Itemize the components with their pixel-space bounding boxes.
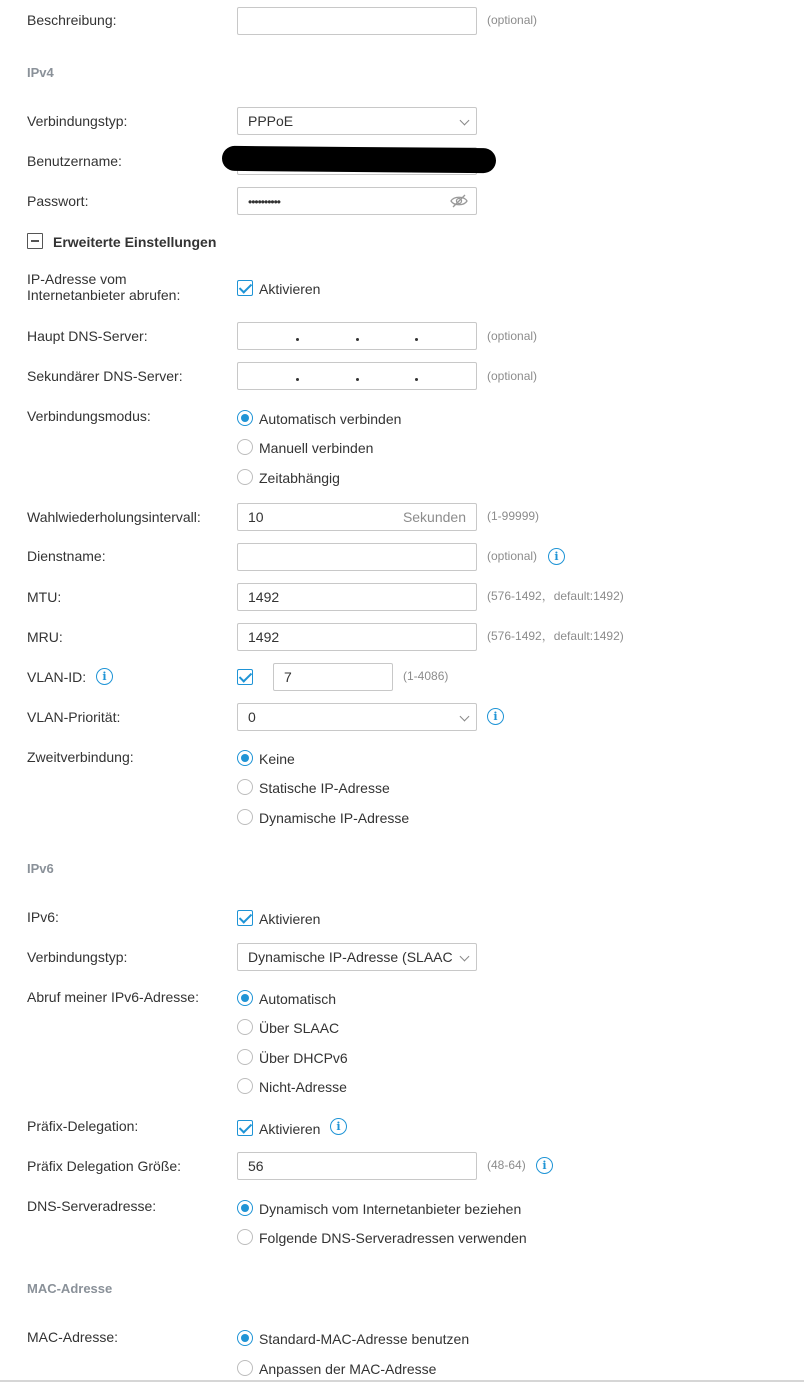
ipv6-section-title: IPv6 [27,861,54,876]
secondary-connection-none-label: Keine [259,751,295,767]
dns-manual-label: Folgende DNS-Serveradressen verwenden [259,1230,527,1246]
ip-separator [296,378,299,381]
get-ip-label-line2: Internetanbieter abrufen: [27,287,181,303]
prefix-size-value: 56 [248,1158,264,1174]
mru-value: 1492 [248,629,280,645]
ipv6-address-none-label: Nicht-Adresse [259,1079,347,1095]
prefix-size-label: Präfix Delegation Größe: [27,1158,182,1174]
ipv6-connection-type-label: Verbindungstyp: [27,949,128,965]
connection-mode-manual-label: Manuell verbinden [259,440,374,456]
primary-dns-input[interactable] [237,322,477,350]
secondary-connection-dynamic-label: Dynamische IP-Adresse [259,810,410,826]
mac-custom-radio[interactable] [237,1360,253,1376]
secondary-connection-none-radio[interactable] [237,750,253,766]
connection-mode-label: Verbindungsmodus: [27,408,151,424]
connection-mode-auto-label: Automatisch verbinden [259,411,402,427]
description-label: Beschreibung: [27,12,117,28]
ipv6-connection-type-select[interactable] [237,943,477,971]
vlan-priority-select[interactable] [237,703,477,731]
info-icon[interactable]: i [487,708,504,725]
ipv4-section-title: IPv4 [27,65,54,80]
redial-interval-hint: (1-99999) [487,509,540,523]
chevron-down-icon [460,116,470,126]
secondary-connection-static-radio[interactable] [237,779,253,795]
service-name-hint: (optional) [487,549,538,563]
ipv6-enable-checkbox-label: Aktivieren [259,911,321,927]
redial-interval-unit: Sekunden [402,509,466,525]
prefix-delegation-label: Präfix-Delegation: [27,1118,139,1134]
vlan-id-hint: (1-4086) [403,669,449,683]
info-icon[interactable]: i [548,548,565,565]
vlan-priority-value: 0 [248,709,256,725]
mac-default-radio[interactable] [237,1330,253,1346]
connection-mode-auto-radio[interactable] [237,410,253,426]
ip-separator [415,338,418,341]
dns-dynamic-radio[interactable] [237,1200,253,1216]
ipv6-enable-label: IPv6: [27,909,59,925]
description-hint: (optional) [487,13,538,27]
get-ip-checkbox-label: Aktivieren [259,281,321,297]
ipv6-address-auto-radio[interactable] [237,990,253,1006]
ip-separator [356,378,359,381]
username-label: Benutzername: [27,153,122,169]
ipv4-connection-type-value: PPPoE [248,113,294,129]
primary-dns-hint: (optional) [487,329,538,343]
vlan-id-label: VLAN-ID: [27,669,87,685]
service-name-label: Dienstname: [27,548,106,564]
secondary-connection-dynamic-radio[interactable] [237,809,253,825]
primary-dns-label: Haupt DNS-Server: [27,328,148,344]
ip-separator [356,338,359,341]
ipv6-address-dhcpv6-radio[interactable] [237,1049,253,1065]
secondary-dns-hint: (optional) [487,369,538,383]
mac-default-label: Standard-MAC-Adresse benutzen [259,1331,470,1347]
connection-mode-timed-radio[interactable] [237,469,253,485]
prefix-delegation-checkbox[interactable] [237,1120,253,1136]
ipv6-address-dhcpv6-label: Über DHCPv6 [259,1050,348,1066]
ipv6-enable-checkbox[interactable] [237,910,253,926]
ipv4-connection-type-select[interactable] [237,107,477,135]
mac-section-title: MAC-Adresse [27,1281,113,1296]
ipv4-connection-type-label: Verbindungstyp: [27,113,128,129]
mac-address-label: MAC-Adresse: [27,1329,119,1345]
secondary-dns-input[interactable] [237,362,477,390]
mtu-value: 1492 [248,589,280,605]
ipv6-connection-type-value: Dynamische IP-Adresse (SLAAC [248,949,453,965]
bottom-divider [0,1380,804,1382]
info-icon[interactable]: i [96,668,113,685]
secondary-connection-label: Zweitverbindung: [27,749,134,765]
advanced-settings-toggle[interactable]: Erweiterte Einstellungen [53,234,217,250]
eye-slash-icon[interactable] [450,194,468,208]
collapse-minus-icon[interactable] [27,233,43,249]
password-input[interactable] [237,187,477,215]
prefix-delegation-checkbox-label: Aktivieren [259,1121,321,1137]
vlan-priority-label: VLAN-Priorität: [27,709,121,725]
vlan-id-checkbox[interactable] [237,669,253,685]
get-ip-checkbox[interactable] [237,280,253,296]
ipv6-address-mode-label: Abruf meiner IPv6-Adresse: [27,989,199,1005]
connection-mode-manual-radio[interactable] [237,439,253,455]
secondary-connection-static-label: Statische IP-Adresse [259,780,390,796]
ipv6-address-slaac-radio[interactable] [237,1019,253,1035]
info-icon[interactable]: i [536,1157,553,1174]
vlan-id-value: 7 [284,669,292,685]
mru-hint: (576-1492，default:1492) [487,629,624,643]
ip-separator [296,338,299,341]
mtu-label: MTU: [27,589,62,605]
prefix-size-input[interactable] [237,1152,477,1180]
ipv6-address-auto-label: Automatisch [259,991,337,1007]
redial-interval-label: Wahlwiederholungsintervall: [27,509,201,525]
info-icon[interactable]: i [330,1118,347,1135]
ipv6-address-none-radio[interactable] [237,1078,253,1094]
mru-input[interactable] [237,623,477,651]
redial-interval-value: 10 [248,509,264,525]
password-label: Passwort: [27,193,89,209]
mru-label: MRU: [27,629,63,645]
mac-custom-label: Anpassen der MAC-Adresse [259,1361,437,1377]
service-name-input[interactable] [237,543,477,571]
mtu-hint: (576-1492，default:1492) [487,589,624,603]
connection-mode-timed-label: Zeitabhängig [259,470,340,486]
prefix-size-hint: (48-64) [487,1158,526,1172]
vlan-id-input[interactable] [273,663,393,691]
dns-address-label: DNS-Serveradresse: [27,1198,157,1214]
password-masked-value: •••••••••• [248,195,281,209]
redaction-mark [222,146,496,173]
ip-separator [415,378,418,381]
ipv6-address-slaac-label: Über SLAAC [259,1020,340,1036]
redial-interval-input[interactable] [237,503,477,531]
mtu-input[interactable] [237,583,477,611]
chevron-down-icon [460,712,470,722]
description-input[interactable] [237,7,477,35]
get-ip-label-line1: IP-Adresse vom [27,271,127,287]
dns-dynamic-label: Dynamisch vom Internetanbieter beziehen [259,1201,522,1217]
secondary-dns-label: Sekundärer DNS-Server: [27,368,183,384]
dns-manual-radio[interactable] [237,1229,253,1245]
